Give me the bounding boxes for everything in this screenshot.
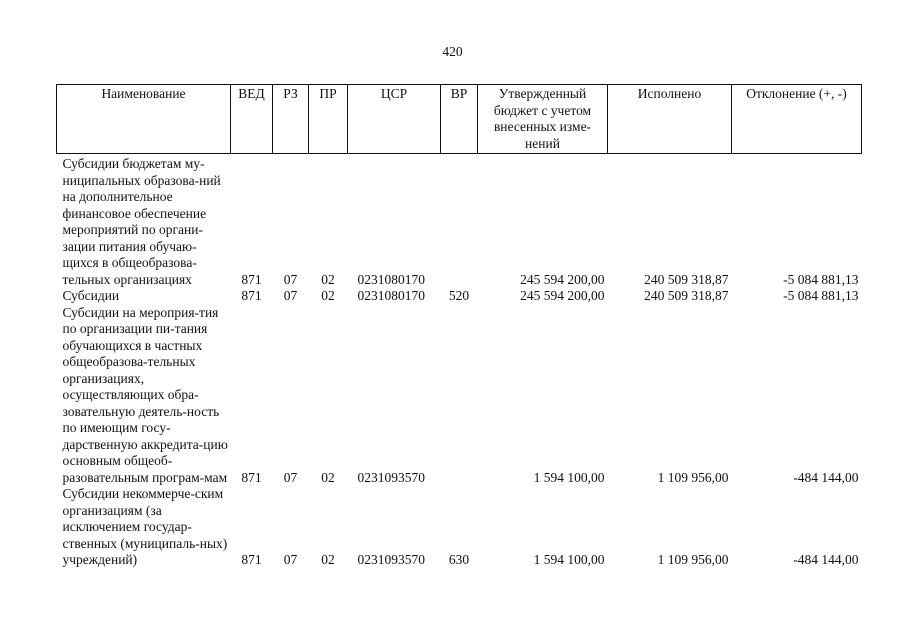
row-executed: 240 509 318,87: [644, 271, 729, 287]
table-row: [57, 305, 862, 487]
row-approved: 245 594 200,00: [520, 271, 605, 287]
row-name: Субсидии на мероприя-тия по организации пи-тания обучающихся в частных общеобразова-тельных организациях, осуществляющих обра-зовательную деятель-ность по имеющим госу-дарственную аккредита-цию основным общеоб-разовательным програм-мам: [62, 304, 228, 485]
row-name: Субсидии некоммерче-ским организациям (за исключением государ-ственных (муниципаль-ных) учреждений): [62, 486, 228, 567]
header-ved: ВЕД: [231, 85, 273, 154]
table-row: [57, 154, 862, 289]
table-row: [57, 486, 862, 569]
row-vr: [441, 305, 478, 487]
row-executed: 1 109 956,00: [657, 552, 729, 567]
row-ved: 871: [241, 469, 262, 485]
table-header: [57, 85, 862, 154]
row-pr: 02: [321, 288, 335, 303]
row-approved: 1 594 100,00: [533, 469, 605, 485]
header-pr: ПР: [309, 85, 348, 154]
row-rz: 07: [283, 288, 298, 303]
row-csr: 0231080170: [357, 271, 425, 287]
row-csr: 0231080170: [357, 288, 425, 303]
row-rz: 07: [283, 271, 298, 287]
header-approved: Утвержденный бюджет с учетом внесенных изме-нений: [478, 85, 608, 154]
header-executed: Исполнено: [608, 85, 732, 154]
row-vr: [441, 154, 478, 289]
row-name: Субсидии бюджетам му-ниципальных образова-ний на дополнительное финансовое обеспечение мероприятий по органи-зации питания обучаю-щихся в общеобразова-тельных организациях: [62, 156, 221, 287]
row-deviation: -5 084 881,13: [783, 271, 859, 287]
header-csr: ЦСР: [348, 85, 441, 154]
page-number: 420: [442, 44, 463, 59]
row-ved: 871: [241, 288, 262, 303]
row-deviation: -484 144,00: [793, 469, 859, 485]
row-deviation: -5 084 881,13: [783, 288, 859, 303]
row-ved: 871: [241, 552, 262, 567]
row-vr: 630: [448, 552, 470, 567]
row-csr: 0231093570: [357, 552, 425, 567]
row-pr: 02: [321, 469, 335, 485]
row-ved: 871: [241, 271, 262, 287]
row-rz: 07: [283, 469, 298, 485]
header-rz: РЗ: [273, 85, 309, 154]
row-deviation: -484 144,00: [793, 552, 859, 567]
row-csr: 0231093570: [357, 469, 425, 485]
row-name: Субсидии: [62, 288, 120, 303]
row-approved: 1 594 100,00: [533, 552, 605, 567]
row-pr: 02: [321, 271, 335, 287]
header-name: Наименование: [57, 85, 231, 154]
row-pr: 02: [321, 552, 335, 567]
row-approved: 245 594 200,00: [520, 288, 605, 303]
row-vr: 520: [448, 288, 470, 303]
row-executed: 240 509 318,87: [644, 288, 729, 303]
table-row: [57, 288, 862, 305]
header-vr: ВР: [441, 85, 478, 154]
header-deviation: Отклонение (+, -): [732, 85, 862, 154]
row-rz: 07: [283, 552, 298, 567]
budget-table: [56, 84, 862, 569]
row-executed: 1 109 956,00: [657, 469, 729, 485]
